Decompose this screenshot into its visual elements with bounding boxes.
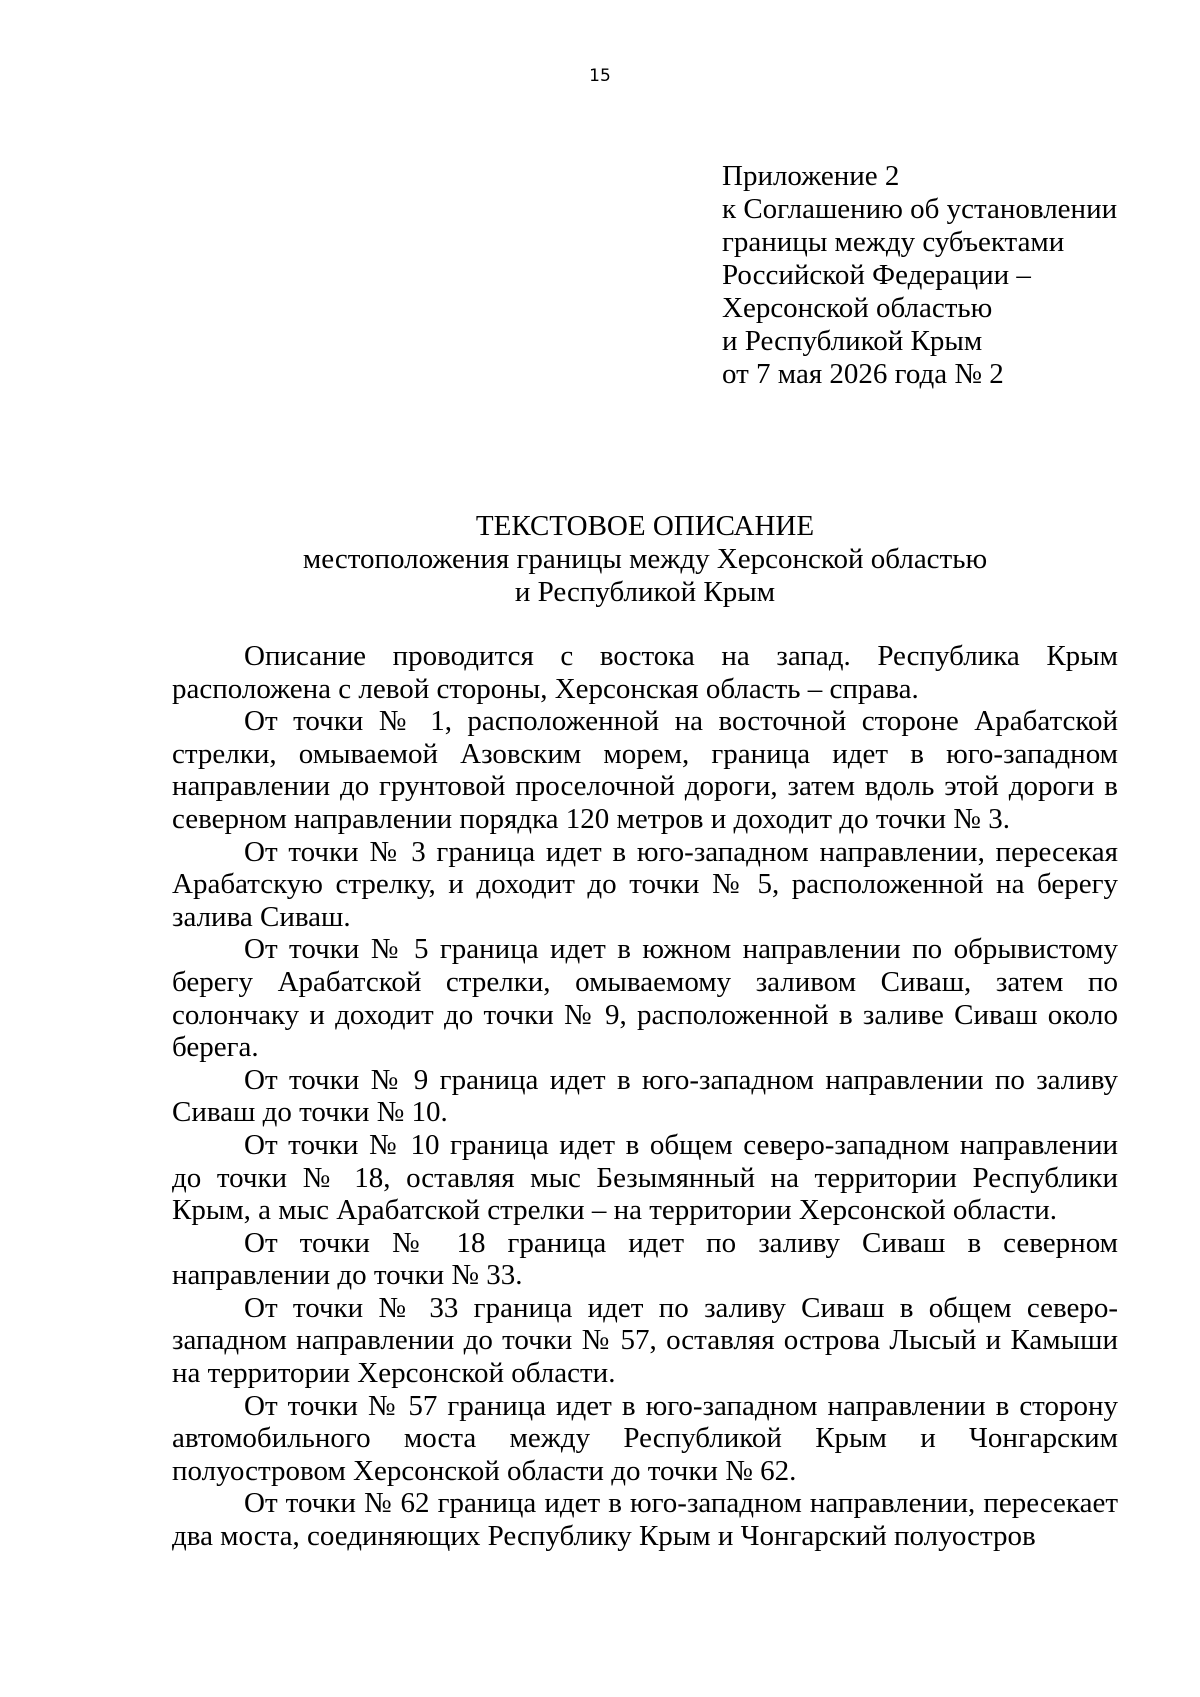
paragraph: От точки № 3 граница идет в юго-западном направлении, пересекая Арабатскую стрелку, и доходит до точки № 5, расположенной на берегу залива Сиваш. [172, 835, 1118, 933]
paragraph: От точки № 1, расположенной на восточной стороне Арабатской стрелки, омываемой Азовским морем, граница идет в юго-западном направлении до грунтовой проселочной дороги, затем вдоль этой дороги в северном направлении порядка 120 метров и доходит до точки № 3. [172, 705, 1118, 835]
title-heading: ТЕКСТОВОЕ ОПИСАНИЕ [475, 510, 815, 542]
page-number: 15 [589, 66, 611, 86]
document-body [172, 640, 1118, 1553]
paragraph: Описание проводится с востока на запад. Республика Крым расположена с левой стороны, Херсонская область – справа. [172, 640, 1118, 705]
paragraph: От точки № 62 граница идет в юго-западном направлении, пересекает два моста, соединяющих Республику Крым и Чонгарский полуостров [172, 1487, 1118, 1553]
paragraph: От точки № 57 граница идет в юго-западном направлении в сторону автомобильного моста между Республикой Крым и Чонгарским полуостровом Херсонской области до точки № 62. [172, 1389, 1118, 1487]
paragraph: От точки № 33 граница идет по заливу Сиваш в общем северо-западном направлении до точки № 57, оставляя острова Лысый и Камыши на территории Херсонской области. [172, 1291, 1118, 1390]
title-subheading: и Республикой Крым [514, 576, 776, 608]
paragraph: От точки № 9 граница идет в юго-западном направлении по заливу Сиваш до точки № 10. [172, 1063, 1118, 1129]
title-subheading: местоположения границы между Херсонской областью [302, 543, 988, 575]
annex-line: границы между субъектами [722, 226, 1065, 258]
paragraph: От точки № 10 граница идет в общем северо-западном направлении до точки № 18, оставляя мыс Безымянный на территории Республики Крым, а мыс Арабатской стрелки – на территории Херсонской области. [172, 1128, 1118, 1227]
paragraph: От точки № 18 граница идет по заливу Сиваш в северном направлении до точки № 33. [172, 1226, 1118, 1292]
document-title [172, 510, 1118, 609]
annex-line: Приложение 2 [722, 160, 900, 192]
annex-header [722, 160, 1162, 391]
annex-line: и Республикой Крым [722, 325, 983, 357]
annex-line: Херсонской областью [722, 292, 993, 324]
annex-line: к Соглашению об установлении [722, 193, 1118, 225]
paragraph: От точки № 5 граница идет в южном направлении по обрывистому берегу Арабатской стрелки, омываемому заливом Сиваш, затем по солончаку и доходит до точки № 9, расположенной в заливе Сиваш около берега. [172, 933, 1118, 1064]
annex-line: Российской Федерации – [722, 259, 1031, 291]
annex-line: от 7 мая 2026 года № 2 [722, 358, 1004, 390]
